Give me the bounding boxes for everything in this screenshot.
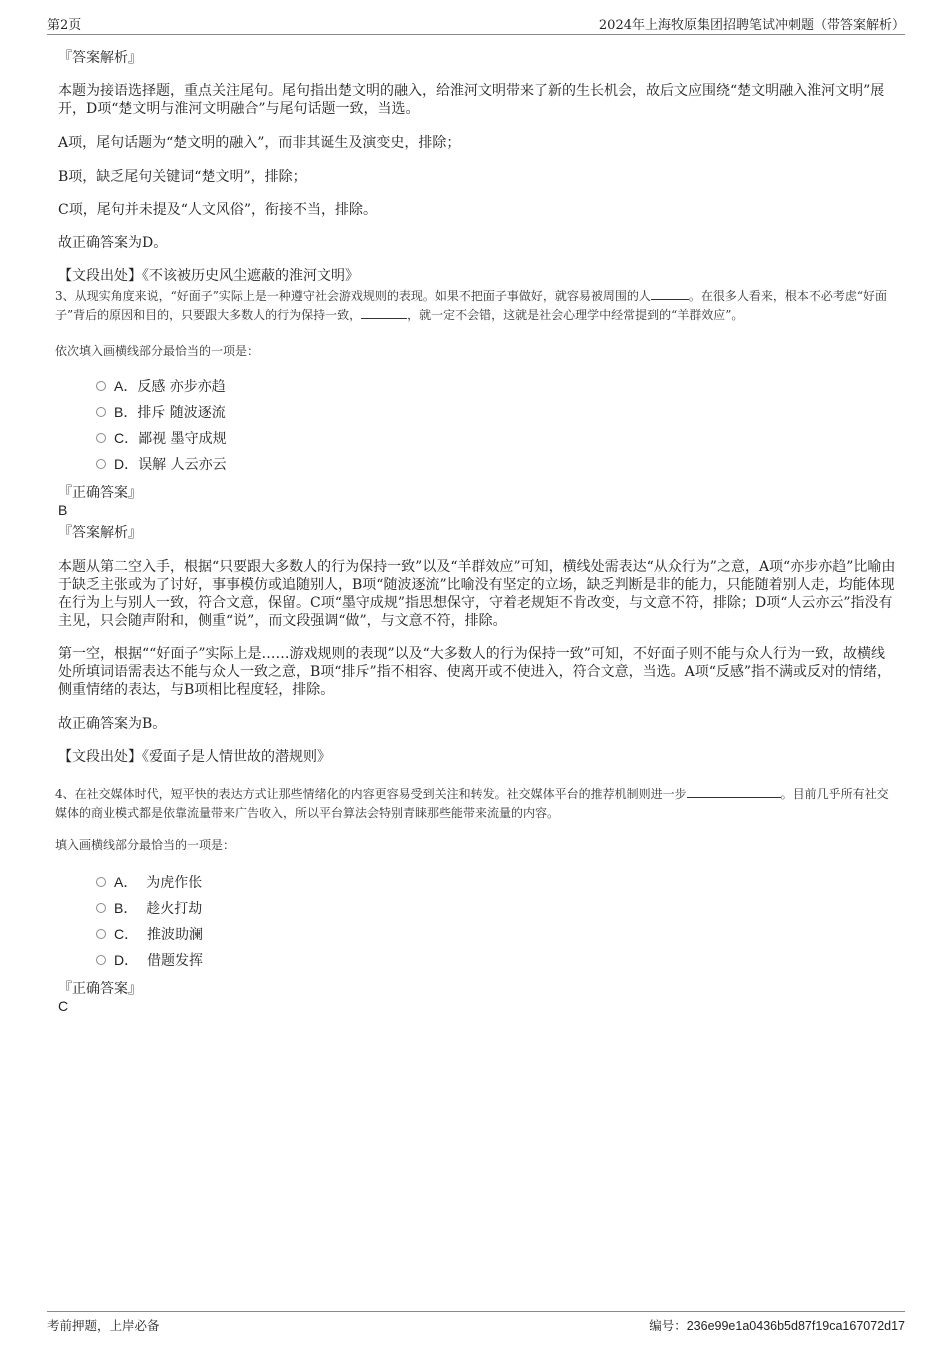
correct-answer: C (58, 998, 69, 1014)
analysis-option-b: B项，缺乏尾句关键词“楚文明”，排除； (58, 169, 307, 185)
question-4-text-part1: 4、在社交媒体时代，短平快的表达方式让那些情绪化的内容更容易受到关注和转发。社交媒体平台的推荐机制则进一步 (55, 787, 687, 801)
document-title: 2024年上海牧原集团招聘笔试冲刺题（带答案解析） (598, 18, 905, 33)
document-id: 编号：236e99e1a0436b5d87f19ca167072d17 (649, 1319, 905, 1333)
question-4-option-a[interactable] (96, 872, 202, 892)
question-4-option-d[interactable] (96, 950, 203, 970)
question-3-option-a[interactable] (96, 376, 226, 396)
question-4-text (55, 785, 897, 823)
radio-icon[interactable] (96, 955, 106, 965)
option-letter: B． (114, 900, 138, 916)
option-letter: A． (114, 874, 138, 890)
option-text: 推波助澜 (147, 927, 204, 943)
question-3-option-b[interactable] (96, 402, 226, 422)
page-header (47, 12, 905, 35)
analysis-heading: 『答案解析』 (58, 525, 142, 541)
footer-slogan: 考前押题，上岸必备 (47, 1318, 160, 1333)
analysis-conclusion: 故正确答案为B。 (58, 716, 167, 732)
radio-icon[interactable] (96, 381, 106, 391)
blank-2 (361, 306, 407, 319)
analysis-paragraph: 本题为接语选择题，重点关注尾句。尾句指出楚文明的融入，给淮河文明带来了新的生长机会，故后文应围绕“楚文明融入淮河文明”展开，D项“楚文明与淮河文明融合”与尾句话题一致，当选。 (58, 83, 885, 117)
question-4-prompt: 填入画横线部分最恰当的一项是： (55, 838, 236, 852)
option-letter: C． (114, 926, 139, 942)
question-3-option-d[interactable] (96, 454, 227, 474)
option-letter: D． (114, 952, 139, 968)
correct-answer-heading: 『正确答案』 (58, 981, 142, 997)
page-number: 第2页 (47, 18, 82, 33)
option-letter: A． (114, 378, 138, 394)
analysis-option-c: C项，尾句并未提及“人文风俗”，衔接不当，排除。 (58, 202, 378, 218)
question-3-text (55, 287, 897, 325)
correct-answer-heading: 『正确答案』 (58, 485, 142, 501)
radio-icon[interactable] (96, 877, 106, 887)
analysis-paragraph: 本题从第二空入手，根据“只要跟大多数人的行为保持一致”以及“羊群效应”可知，横线处需表达“从众行为”之意，A项“亦步亦趋”比喻由于缺乏主张或为了讨好，事事模仿或追随别人，B项“随波逐流”比喻没有坚定的立场，缺乏判断是非的能力，只能随着别人走，均能体现在行为上与别人一致，符合文意，保留。C项“墨守成规”指思想保守，守着老规矩不肯改变，与文意不符，排除；D项“人云亦云”指没有主见，只会随声附和，侧重“说”，而文段强调“做”，与文意不符，排除。 (58, 559, 896, 629)
page-footer (47, 1311, 905, 1336)
question-4-option-c[interactable] (96, 924, 203, 944)
radio-icon[interactable] (96, 433, 106, 443)
analysis-paragraph: 第一空，根据““好面子”实际上是……游戏规则的表现”以及“大多数人的行为保持一致”可知，不好面子则不能与众人行为一致，故横线处所填词语需表达不能与众人一致之意，B项“排斥”指不相容、使离开或不使进入，符合文意，当选。A项“反感”指不满或反对的情绪，侧重情绪的表达，与B项相比程度轻，排除。 (58, 646, 892, 698)
analysis-option-a: A项，尾句话题为“楚文明的融入”，而非其诞生及演变史，排除； (58, 135, 461, 151)
option-text: 借题发挥 (147, 953, 204, 969)
option-text: 鄙视 墨守成规 (138, 431, 227, 447)
question-3-text-part1: 3、从现实角度来说，“好面子”实际上是一种遵守社会游戏规则的表现。如果不把面子事做好，就容易被周围的人 (55, 289, 651, 303)
option-letter: C． (114, 430, 139, 446)
option-text: 反感 亦步亦趋 (137, 379, 226, 395)
question-4-option-b[interactable] (96, 898, 202, 918)
blank-1 (651, 287, 689, 300)
question-3-prompt: 依次填入画横线部分最恰当的一项是： (55, 344, 260, 358)
correct-answer: B (58, 502, 68, 518)
source-citation: 【文段出处】《爱面子是人情世故的潜规则》 (58, 749, 331, 765)
radio-icon[interactable] (96, 407, 106, 417)
question-3-option-c[interactable] (96, 428, 227, 448)
option-text: 排斥 随波逐流 (137, 405, 226, 421)
question-3-text-part3: ，就一定不会错，这就是社会心理学中经常提到的“羊群效应”。 (407, 308, 744, 322)
radio-icon[interactable] (96, 459, 106, 469)
blank-1 (687, 785, 781, 798)
option-text: 为虎作伥 (146, 875, 203, 891)
analysis-heading: 『答案解析』 (58, 50, 142, 66)
option-text: 趁火打劫 (146, 901, 203, 917)
radio-icon[interactable] (96, 929, 106, 939)
radio-icon[interactable] (96, 903, 106, 913)
option-text: 误解 人云亦云 (138, 457, 227, 473)
question-3-text-part2: 。在很多人看来，根本不必考虑“好面子”背后的原因和目的，只要跟大多数人的行为保持一致， (55, 289, 888, 322)
analysis-conclusion: 故正确答案为D。 (58, 235, 168, 251)
question-4-text-part2: 。目前几乎所有社交媒体的商业模式都是依靠流量带来广告收入，所以平台算法会特别青睐那些能带来流量的内容。 (55, 787, 889, 820)
source-citation: 【文段出处】《不该被历史风尘遮蔽的淮河文明》 (58, 268, 359, 284)
option-letter: D． (114, 456, 139, 472)
option-letter: B． (114, 404, 138, 420)
